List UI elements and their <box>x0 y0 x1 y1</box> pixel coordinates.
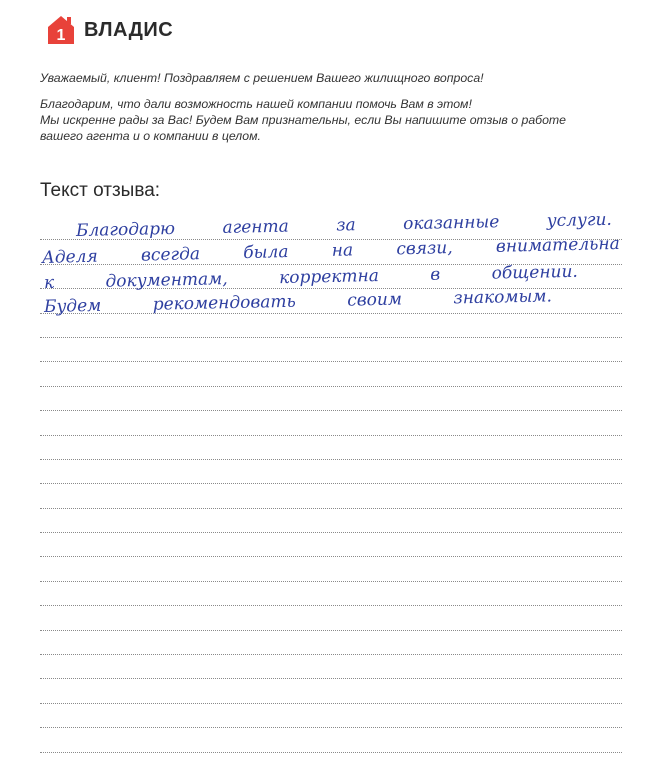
ruled-line <box>40 411 622 435</box>
handwritten-word: внимательна <box>495 233 621 257</box>
ruled-line <box>40 728 622 752</box>
ruled-line <box>40 533 622 557</box>
handwritten-word: Аделя <box>41 246 99 268</box>
ruled-line <box>40 631 622 655</box>
intro-greeting: Уважаемый, клиент! Поздравляем с решением Вашего жилищного вопроса! <box>40 71 484 85</box>
house-with-number-1-icon <box>46 14 76 46</box>
ruled-line <box>40 387 622 411</box>
intro-line-2: Мы искренне рады за Вас! Будем Вам признательны, если Вы напишите отзыв о работе <box>40 113 567 127</box>
brand-name: ВЛАДИС <box>84 18 174 41</box>
handwritten-word: связи, <box>396 237 453 260</box>
ruled-line <box>40 582 622 606</box>
handwritten-word: оказанные <box>402 212 500 235</box>
handwritten-word: своим <box>347 289 403 311</box>
handwritten-word: на <box>331 240 354 261</box>
ruled-line <box>40 557 622 581</box>
handwritten-word: рекомендовать <box>152 291 297 315</box>
handwritten-word: всегда <box>140 244 201 266</box>
handwritten-word: корректна <box>278 265 380 289</box>
ruled-line <box>40 436 622 460</box>
handwritten-word: была <box>243 241 289 264</box>
intro-text <box>40 70 620 144</box>
header <box>46 10 173 50</box>
ruled-line <box>40 484 622 508</box>
handwritten-word: Благодарю <box>75 218 176 241</box>
svg-text:1: 1 <box>56 27 66 44</box>
handwritten-word: к <box>43 272 55 293</box>
intro-line-1: Благодарим, что дали возможность нашей компании помочь Вам в этом! <box>40 97 472 111</box>
intro-line-3: вашего агента и о компании в целом. <box>40 129 261 143</box>
handwritten-word: за <box>336 215 356 236</box>
handwritten-word: общении. <box>491 261 579 284</box>
ruled-line <box>40 679 622 703</box>
ruled-line <box>40 655 622 679</box>
ruled-line <box>40 704 622 728</box>
ruled-line <box>40 460 622 484</box>
handwritten-word: документам, <box>105 269 228 292</box>
handwritten-word: услуги. <box>546 209 613 232</box>
ruled-line <box>40 362 622 386</box>
review-title: Текст отзыва: <box>40 180 161 201</box>
ruled-line <box>40 338 622 362</box>
handwritten-word: знакомым. <box>453 286 553 309</box>
handwritten-word: Будем <box>43 295 102 317</box>
ruled-line <box>40 509 622 533</box>
ruled-line <box>40 606 622 630</box>
handwritten-word: в <box>430 264 441 285</box>
handwritten-word: агента <box>222 216 289 238</box>
